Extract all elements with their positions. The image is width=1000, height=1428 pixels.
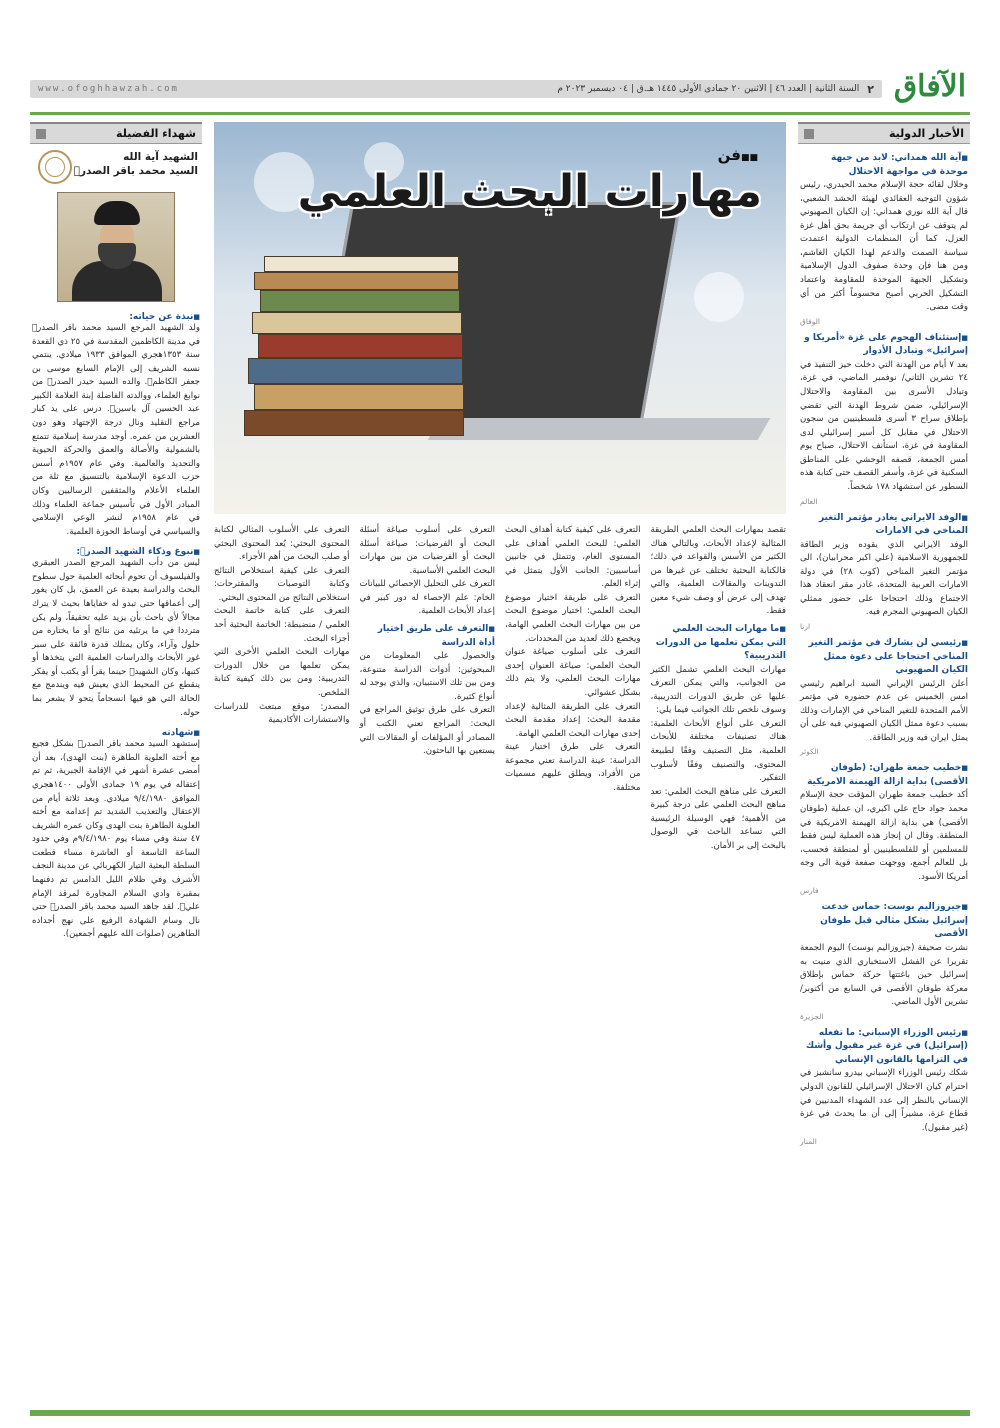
- martyr-portrait: [57, 192, 175, 302]
- website-link[interactable]: www.ofoghhawzah.com: [38, 84, 179, 94]
- header-divider: [30, 112, 970, 115]
- article-paragraph: التعرف على الأسلوب المثالي لكتابة المحتوى البحثي: يُعد المحتوى البحثي أو صلب البحث من أهم الأجزاء.: [214, 525, 350, 563]
- news-body: أكد خطيب جمعة طهران المؤقت حجة الإسلام محمد جواد حاج علي اكبري، ان عملية (طوفان الأقصى) هي بداية ازالة الهيمنة الامريكية في المنطقة. وقال ان إنجاز هذه العملية ليس فقط للمسلمين أو للفلسطينيين أو لمنطقة فحسب، بل للعالم أجمع، ووجهت صفعة قوية الى وجه أمريكا الأسود.: [800, 790, 968, 882]
- article-hero-image: [214, 122, 786, 514]
- martyr-subheading: ■ نبذة عن حياته:: [32, 312, 200, 322]
- news-source: الوفاق: [800, 316, 820, 326]
- newspaper-logo[interactable]: الآفاق: [893, 68, 967, 104]
- article-paragraph: مهارات البحث العلمي الأخرى التي يمكن تعلمها من خلال الدورات التدريبية: ومن بين ذلك كيفية كتابة الملخص.: [214, 647, 350, 698]
- article-paragraph: مهارات البحث العلمي تشمل الكثير من الجوانب، والتي يمكن التعرف عليها عن طريق الدورات التدريبية، وسوف نلخص تلك الجوانب فيما يلي:: [650, 664, 786, 716]
- article-paragraph: التعرف على أسلوب صياغة عنوان البحث العلمي: صياغة العنوان إحدى مهارات البحث العلمي، ولا يتم ذلك بشكل عشوائي.: [505, 647, 641, 698]
- news-headline[interactable]: ■ الوفد الايراني يغادر مؤتمر التغير المناخي في الامارات: [800, 512, 968, 539]
- news-body: بعد ٧ أيام من الهدنة التي دخلت حيز التنفيذ في ٢٤ تشرين الثاني/ نوفمبر الماضي، في غزة، وتبادل الأسرى بين المقاومة والاحتلال الإسرائيلي، ضمن شروط الهدنة التي تقضي بإطلاق سراح ٣ أسرى فلسطينيين من سجون الاحتلال في مقابل كل أسير إسرائيلي لدى المقاومة في غزة، استأنف الاحتلال، صباح يوم أمس الجمعة، قصفه الوحشي على المناطق السكنية في غزة، وأسفر القصف حتى كتابة هذه السطور عن استشهاد ١٧٨ شخصاً.: [800, 359, 968, 492]
- news-body: وخلال لقائه حجة الإسلام محمد الحيدري، رئيس شؤون التوجيه العقائدي لهيئة الحشد الشعبي، قال آية الله نوري همداني: إن الكيان الصهيوني لم يتوقف عن ارتكاب أي جريمة بحق أهل غزة العزل، كما أن المنظمات الدولية اعتمدت سياسة الصمت والدعم لهذا الكيان الغاشم، ومن هنا فإن وحدة صفوف الدول الإسلامية وتشكيل الجبهة الموحدة للمقاومة واعتماد التشكيل الحربي أصبح محسوماً أكثر من أي وقت مضى.: [800, 180, 968, 313]
- martyr-paragraph: إستشهد السيد محمد باقر الصدرؒ بشكل فجيع مع أخته العلوية الطاهرة (بنت الهدى)، بعد أن أمضى عشرة أشهر في الإقامة الجبرية، ثم تم إعتقاله في يوم ١٩ جمادى الأولى ١٤٠٠هجري الموافق ٩/٤/١٩٨٠ ميلادي. وبعد ثلاثة أيام من الإعتقال والتعذيب الشديد تم إعدامه مع أخته العلوية الطاهرة بنت الهدى وكان عمره الشريف ٤٧ سنة وفي مساء يوم ٩/٤/١٩٨٠م وفي حدود الساعة التاسعة أو العاشرة مساء قطعت السلطة البعثية التيار الكهربائي عن مدينة النجف الأشرف وفي ظلام الليل الدامس تم دفنهما بمقبرة وادي السلام المجاورة لمرقد الإمام عليؑ. لقد جاهد السيد محمد باقر الصدرؒ حتى نال وسام الشهادة الرفيع على نهج أجداده الطاهرين (صلوات الله عليهم أجمعين).: [32, 739, 200, 940]
- seal-icon: [38, 150, 72, 184]
- news-body: أعلن الرئيس الإيراني السيد ابراهيم رئيسي امس الخميس عن عدم حضوره في مؤتمر الأمم المتحدة للتغير المناخي في الإمارات وذلك بسبب دعوة ممثل الكيان الصهيوني فيه على أن يمثل ايران فيه وزير الطاقة.: [800, 678, 968, 743]
- article-paragraph: تقصد بمهارات البحث العلمي الطريقة المثالية لإعداد الأبحاث، وبالتالي هناك الكثير من الأسس والقواعد في ذلك؛ فالكتابة البحثية تختلف عن غيرها من التدوينات والمقالات العلمية، والتي تهدف إلى عرض أو وصف شيء معين فقط.: [650, 525, 786, 617]
- news-body: شكك رئيس الوزراء الإسباني بيدرو سانشيز في احترام كيان الاحتلال الإسرائيلي للقانون الدولي الإنساني بالنظر إلى عدد الشهداء المدنيين في قطاع غزة، مشيراً إلى أن ما يحدث في غزة (غير مقبول).: [800, 1068, 968, 1133]
- article-paragraph: التعرف على كيفية استخلاص النتائج وكتابة التوصيات والمقترحات: استخلاص النتائج من المحتوى البحثي.: [214, 565, 350, 603]
- article-kicker: ■■ فن: [718, 146, 758, 164]
- news-items: [798, 144, 970, 1146]
- book-stack: [244, 410, 464, 436]
- article-title: مهارات البحث العلمي: [297, 166, 762, 217]
- article-column: [214, 524, 350, 854]
- article-paragraph: التعرف على كيفية كتابة أهداف البحث العلمي: للبحث العلمي أهداف على المستوى العام، وتتمثل في جانبين أساسيين: الجانب الأول يتمثل في إثراء العلم.: [505, 525, 641, 590]
- martyr-paragraph: ولد الشهيد المرجع السيد محمد باقر الصدرؒ في مدينة الكاظمين المقدسة في ٢٥ ذي القعدة سنة ١٣٥٣هجري الموافق ١٩٣٣ ميلادي. ينتمي نسبه الشريف إلى الإمام السابع موسى بن جعفر الكاظمؑ. والده السيد حيدر الصدرؒ من نوابغ العلماء، ووالدته الفاضلة إبنة العلامة الكبير عبد الحسين آل ياسينؒ. درس على يد كبار مراجع التقليد ونال درجة الإجتهاد وهو دون العشرين من عمره. أوجد مدرسة إسلامية تتمتع بالشمولية والأصالة والعمق والحركة الحيوية والتجديد والعالمية. وفي عام ١٩٥٧م أسس حزب الدعوة الإسلامية بالتنسيق مع ثلة من العلماء الأعلام والمثقفين الرساليين وكان المبادر الأول في تأسيس جماعة العلماء وذلك في عام ١٩٥٨م لنشر الوعي الإسلامي والسياسي في أوساط الحوزة العلمية.: [32, 323, 200, 537]
- news-source: الكوثر: [800, 747, 819, 757]
- square-icon: [36, 129, 46, 139]
- martyr-subheading: ■ شهادته: [32, 728, 200, 738]
- news-section-label: الأخبار الدولية: [888, 127, 964, 140]
- issue-info: السنة الثانية | العدد ٤٦ | الاثنين ٢٠ جمادى الأولى ١٤٤٥ هـ.ق | ٠٤ ديسمبر ٢٠٢٣ م: [557, 84, 860, 94]
- martyrs-column: [30, 122, 202, 1388]
- masthead: [30, 70, 970, 108]
- article-column: [651, 524, 787, 854]
- martyr-sections: [30, 312, 202, 942]
- article-paragraph: التعرف على طرق توثيق المراجع في البحث: المراجع تعني الكتب أو المصادر أو المؤلفات أو المقالات التي يستعين بها الباحثون.: [359, 705, 495, 757]
- article-paragraph: التعرف على طريقة اختيار موضوع البحث العلمي: اختيار موضوع البحث من بين مهارات البحث العلمي الهامة، ويخضع ذلك لعديد من المحددات.: [505, 592, 641, 644]
- laptop-keyboard: [428, 418, 771, 440]
- martyr-header: [30, 144, 202, 186]
- article-paragraph: المصدر: موقع مبتعث للدراسات والاستشارات الأكاديمية: [214, 701, 350, 726]
- martyr-name: الشهيد آية الله السيد محمد باقر الصدرؒ: [73, 151, 198, 178]
- article-body: [214, 524, 786, 854]
- news-headline[interactable]: ■ رئيس الوزراء الإسباني: ما تفعله (إسرائيل) في غزة غير مقبول وأشك في التزامها بالقانون الإنساني: [800, 1027, 968, 1068]
- article-subheading: ■ ما مهارات البحث العلمي التي يمكن تعلمها من الدورات التدريبية؟: [651, 623, 787, 664]
- news-source: المنار: [800, 1137, 817, 1147]
- news-body: الوفد الايراني الذي يقوده وزير الطاقة للجمهورية الاسلامية (علي اكبر محرابيان)، الى مؤتمر التغير المناخي (كوب ٢٨) في دولة الامارات العربية المتحدة، غادر مقر انعقاد هذا الاجتماع وذلك احتجاجا على حضور ممثلي الكيان الصهيوني المجرم فيه.: [800, 539, 968, 618]
- issue-bar: [30, 80, 882, 98]
- article-column: [505, 524, 641, 854]
- article-paragraph: التعرف على التحليل الإحصائي للبيانات الخام: علم الإحصاء له دور كبير في إعداد الأبحاث العلمية.: [359, 579, 495, 617]
- article-paragraph: التعرف على طرق اختيار عينة الدراسة: عينة الدراسة تعني مجموعة من الأفراد، ويطلق عليهم مسميات مختلفة.: [505, 742, 641, 793]
- article-paragraph: والحصول على المعلومات من المبحوثين: أدوات الدراسة متنوعة، ومن بين تلك الاستبيان، والذي يوجد له أنواع كثيرة.: [359, 651, 495, 702]
- footer-divider: [30, 1410, 970, 1416]
- martyr-paragraph: ليس من دأب الشهيد المرجع الصدر العبقري والفيلسوف أن تحوم أبحاثه العلمية حول سطوح البحث والدراسة بعيدة عن العمق، بل كان يغور إلى أعماقها حتى تبدو له خفاياها بحيث لا يترك مجالاً لأي باحث بأن يزيد عليه تحقيقاً، ولم يكن مترددا في ما يرتئيه من نتائج أو ما يختاره من حلول وآراء، وكان يمتلك قدرة فائقة على سبر غور الأبحاث والدراسات العلمية التي يتخذها أو كتبها، وكان الشهيدؒ حينما يقرأ أو يكتب أو يفكر ينقطع عن المحيط الذي يعيش فيه ويندمج مع الحالة التي هو فيها انسجاماً يتحو لا يشعر بما حوله.: [32, 558, 200, 718]
- martyr-subheading: ■ نبوغ وذكاء الشهيد الصدرؒ:: [32, 547, 200, 557]
- article-column: [360, 524, 496, 854]
- news-headline[interactable]: ■ خطيب جمعة طهران: (طوفان الأقصى) بداية ازالة الهيمنة الامريكية: [800, 762, 968, 789]
- article-paragraph: التعرف على أنواع الأبحاث العلمية: هناك تصنيفات مختلفة للأبحاث العلمية، مثل التصنيف وفقًا لطبيعة المحتوى، والتصنيف وفقًا لأسلوب التفكير.: [650, 718, 786, 784]
- news-body: نشرت صحيفة (جيروزاليم بوست) اليوم الجمعة تقريرا عن الفشل الاستخباري الذي منيت به إسرائيل حين باغتتها حركة حماس بإطلاق معركة طوفان الأقصى في السابع من أكتوبر/تشرين الأول الماضي.: [800, 942, 968, 1008]
- page-number: ٢: [867, 82, 874, 96]
- article-paragraph: التعرف على الطريقة المثالية لإعداد مقدمة البحث: إعداد مقدمة البحث إحدى مهارات البحث العلمي الهامة.: [505, 701, 641, 739]
- feature-article: [214, 122, 786, 1388]
- article-paragraph: التعرف على مناهج البحث العلمي: تعد مناهج البحث العلمي على درجة كبيرة من الأهمية؛ فهي الوسيلة الرئيسية التي تساعد الباحث في الوصول بالبحث إلى بر الأمان.: [650, 786, 786, 852]
- news-source: ارنا: [800, 622, 811, 632]
- news-section-title: [798, 122, 970, 144]
- martyrs-section-label: شهداء الفضيلة: [116, 127, 196, 140]
- news-headline[interactable]: ■ إستئناف الهجوم على غزة «أمريكا و إسرائيل» وتبادل الأدوار: [800, 332, 968, 359]
- square-icon: [804, 129, 814, 139]
- article-paragraph: التعرف على أسلوب صياغة أسئلة البحث أو الفرضيات: صياغة أسئلة البحث أو الفرضيات من بين مهارات البحث العلمي الأساسية.: [359, 525, 495, 576]
- news-source: فارس: [800, 886, 819, 896]
- news-source: العالم: [800, 496, 818, 506]
- international-news-column: [798, 122, 970, 1388]
- news-headline[interactable]: ■ جيروزاليم بوست: حماس خدعت إسرائيل بشكل مثالي قبل طوفان الأقصى: [800, 901, 968, 942]
- news-headline[interactable]: ■ آية الله همداني: لابد من جبهة موحدة في مواجهة الاحتلال: [800, 152, 968, 179]
- martyrs-section-title: [30, 122, 202, 144]
- news-source: الجزيرة: [800, 1011, 824, 1021]
- article-paragraph: التعرف على كتابة خاتمة البحث العلمي / منضبطة: الخاتمة البحثية أحد أجزاء البحث.: [214, 606, 350, 644]
- article-subheading: ■ التعرف على طريق اختيار أداة الدراسة: [360, 623, 496, 650]
- news-headline[interactable]: ■ رئيسي لن يشارك في مؤتمر التغير المناخي احتجاجا على دعوة ممثل الكيان الصهيوني: [800, 637, 968, 678]
